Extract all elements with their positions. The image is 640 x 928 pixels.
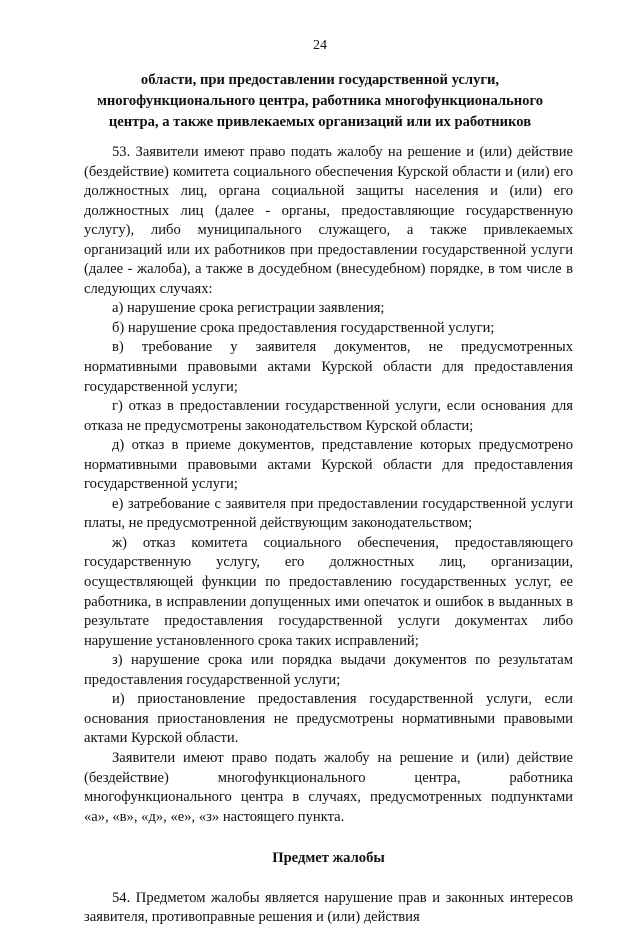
list-item-d: д) отказ в приеме документов, представление которых предусмотрено нормативными правовыми актами Курской области для предоставления государственной услуги; (84, 437, 573, 493)
heading-line: центра, а также привлекаемых организаций или их работников (108, 114, 532, 130)
list-item-a: а) нарушение срока регистрации заявления; (112, 300, 385, 317)
section-title: Предмет жалобы (272, 850, 385, 867)
list-item-zh: ж) отказ комитета социального обеспечения, предоставляющего государственную услугу, его должностных лиц, организации, осуществляющей функции по предоставлению государственных услуг, ее работника, в исправлении допущенных ими опечаток и ошибок в выданных в результате предоставления государственной услуги документах либо нарушение установленного срока таких исправлений; (84, 534, 573, 649)
list-item-b: б) нарушение срока предоставления государственной услуги; (112, 319, 495, 336)
paragraph-53: 53. Заявители имеют право подать жалобу на решение и (или) действие (бездействие) комитета социального обеспечения Курской области и (или) его должностных лиц, органа социальной защиты населения и (или) его должностных лиц (далее - органы, предоставляющие государственную услугу), либо муниципального служащего, а также привлекаемых организаций или их работников при предоставлении государственной услуги (далее - жалоба), а также в досудебном (внесудебном) порядке, в том числе в следующих случаях: (84, 144, 573, 297)
paragraph-mfc: Заявители имеют право подать жалобу на решение и (или) действие (бездействие) многофункционального центра, работника многофункционального центра в случаях, предусмотренных подпунктами «а», «в», «д», «е», «з» настоящего пункта. (84, 749, 573, 825)
heading-line: многофункционального центра, работника многофункционального (96, 93, 544, 109)
section-heading (70, 70, 570, 133)
list-item-v: в) требование у заявителя документов, не предусмотренных нормативными правовыми актами Курской области для предоставления государственной услуги; (84, 339, 573, 395)
page-number: 24 (313, 38, 327, 53)
document-body (84, 143, 573, 928)
heading-line: области, при предоставлении государственной услуги, (140, 72, 500, 88)
list-item-z: з) нарушение срока или порядка выдачи документов по результатам предоставления государственной услуги; (84, 652, 573, 688)
list-item-i: и) приостановление предоставления государственной услуги, если основания приостановления не предусмотрены нормативными правовыми актами Курской области. (84, 691, 573, 747)
list-item-e: е) затребование с заявителя при предоставлении государственной услуги платы, не предусмотренной действующим законодательством; (84, 495, 573, 532)
paragraph-54: 54. Предметом жалобы является нарушение прав и законных интересов заявителя, противоправные решения и (или) действия (84, 889, 573, 926)
list-item-g: г) отказ в предоставлении государственной услуги, если основания для отказа не предусмотрены законодательством Курской области; (84, 398, 573, 434)
